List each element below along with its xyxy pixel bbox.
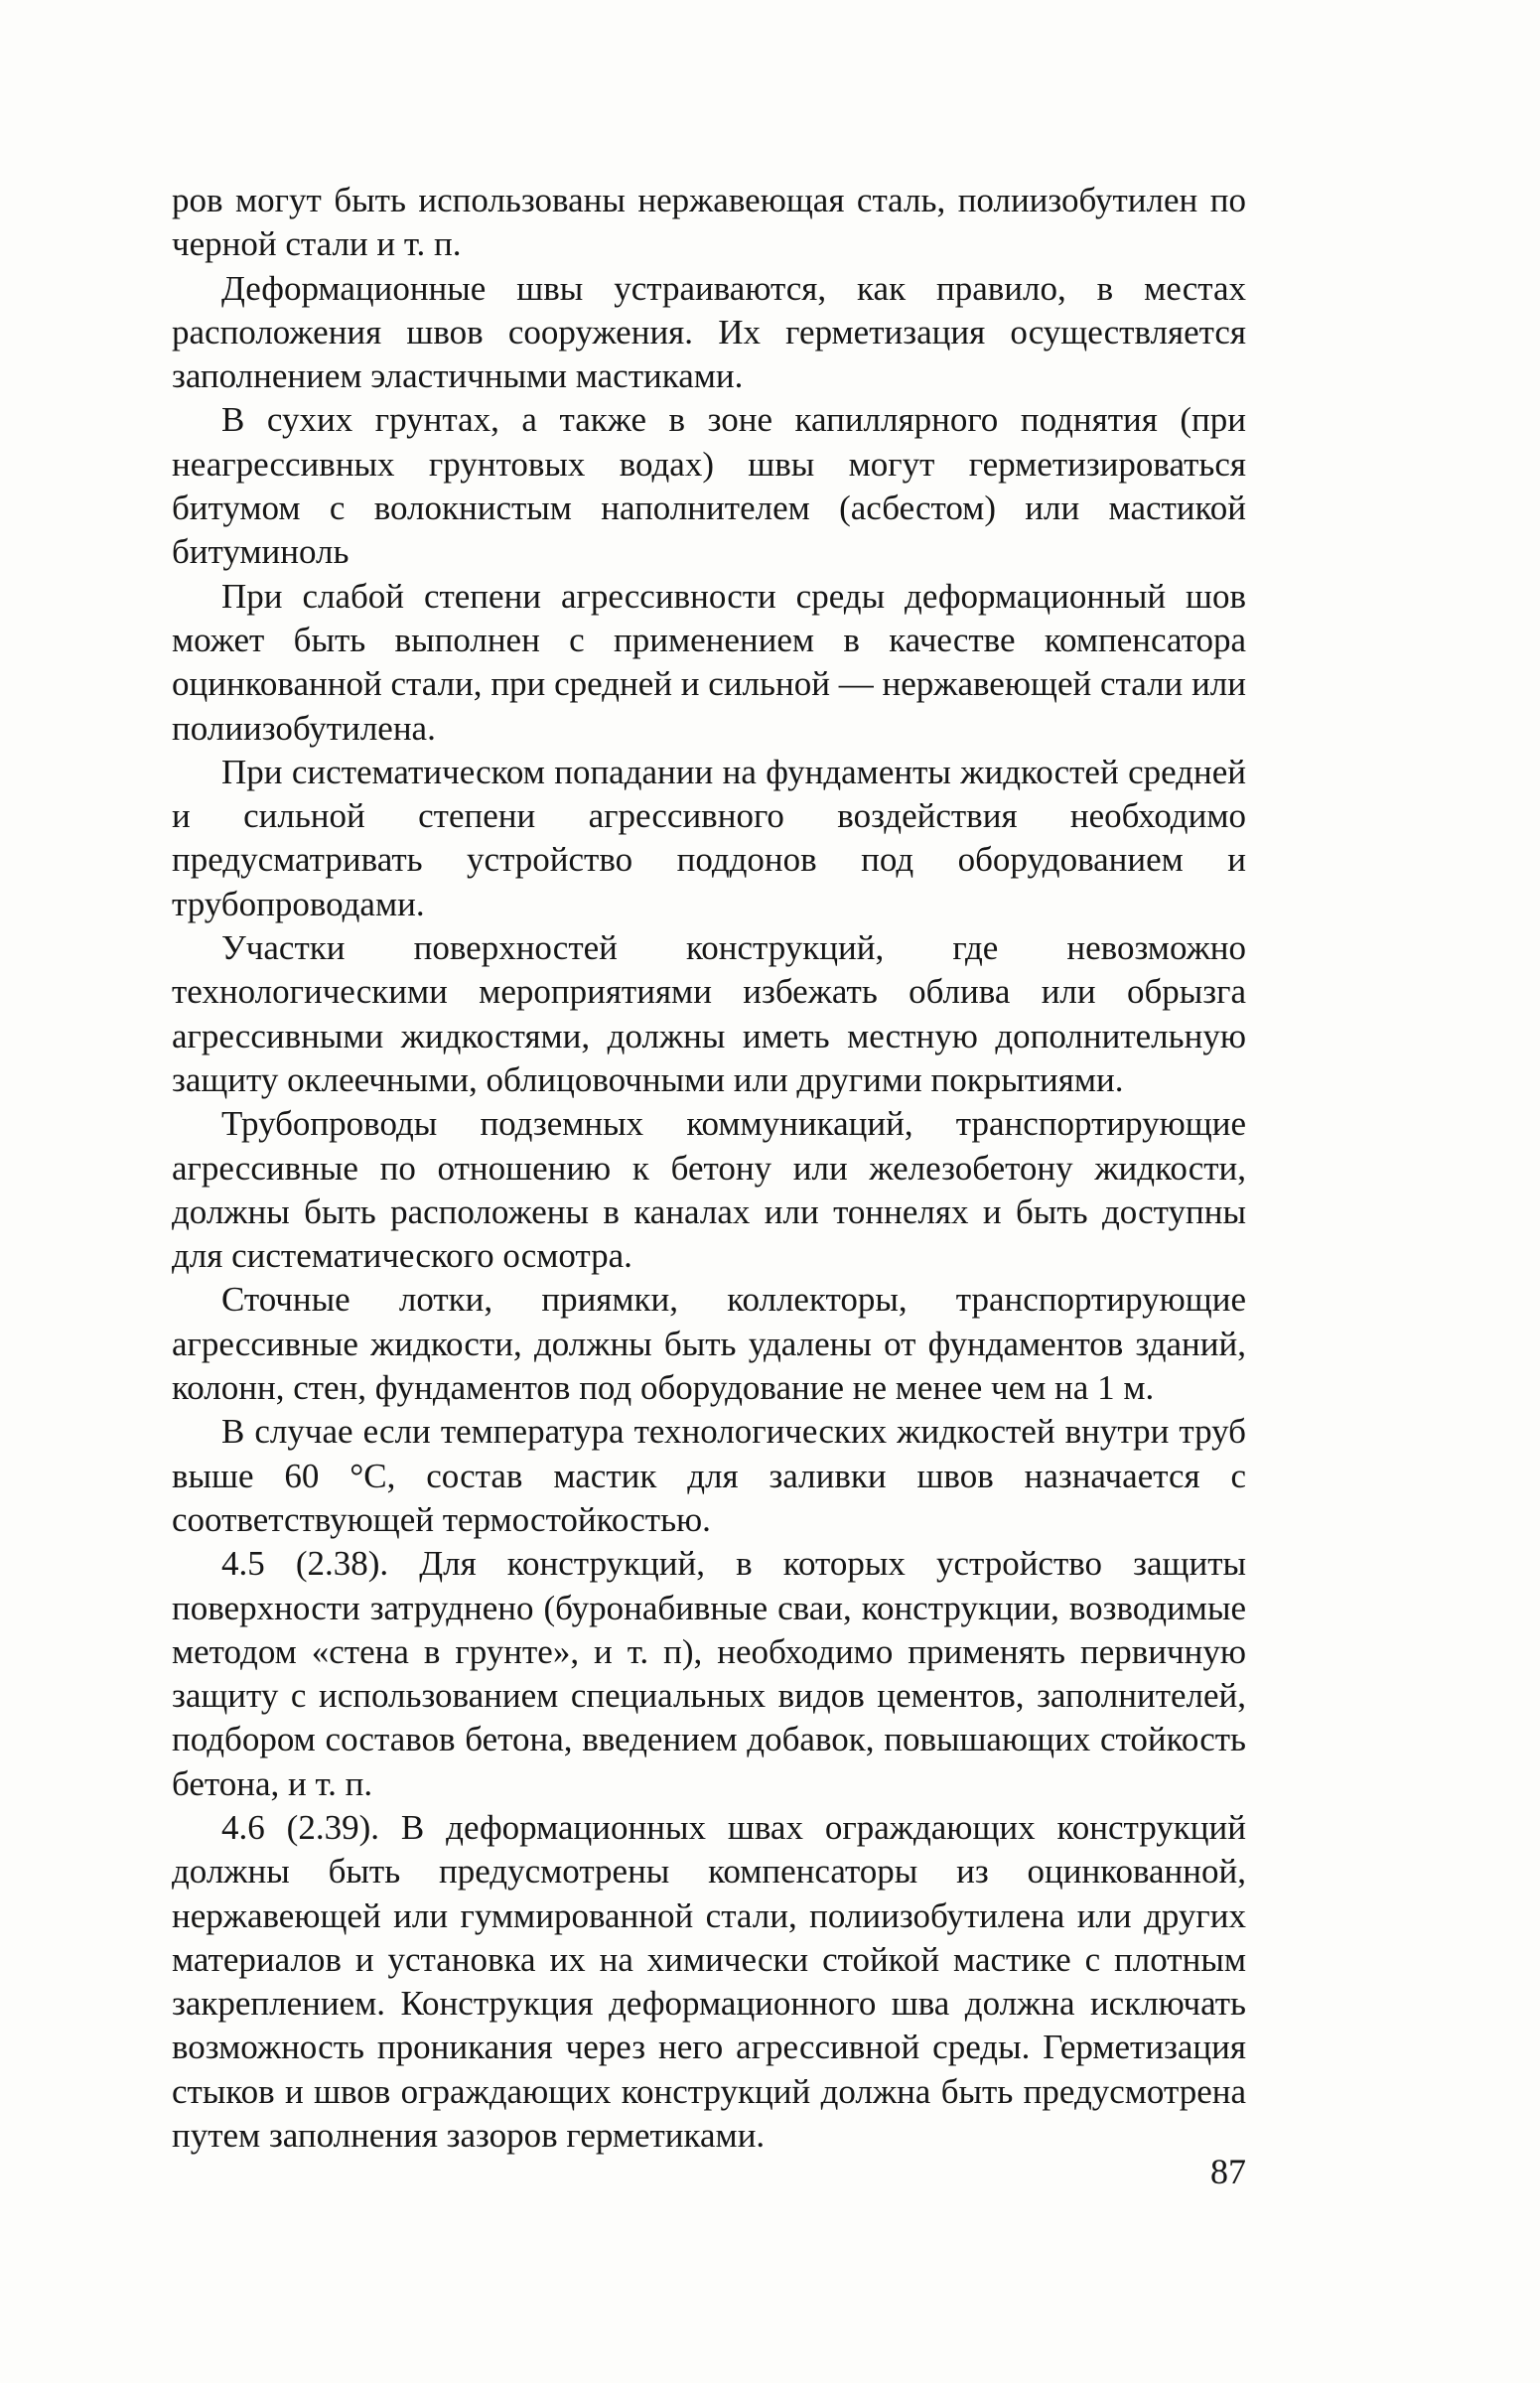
paragraph: 4.5 (2.38). Для конструкций, в которых устройство защиты поверхности затруднено (буронабивные сваи, конструкции, возводимые методом «стена в грунте», и т. п), необходимо применять первичную защиту с использованием специальных видов цементов, заполнителей, подбором составов бетона, введением добавок, повышающих стойкость бетона, и т. п. [172,1544,1246,1803]
paragraph: В случае если температура технологических жидкостей внутри труб выше 60 °С, состав мастик для заливки швов назначается с соответствующей термостойкостью. [172,1412,1246,1539]
paragraph: Деформационные швы устраиваются, как правило, в местах расположения швов сооружения. Их герметизация осуществляется заполнением эластичными мастиками. [172,268,1246,396]
paragraph: Сточные лотки, приямки, коллекторы, транспортирующие агрессивные жидкости, должны быть удалены от фундаментов зданий, колонн, стен, фундаментов под оборудование не менее чем на 1 м. [172,1280,1246,1408]
paragraph: При слабой степени агрессивности среды деформационный шов может быть выполнен с применением в качестве компенсатора оцинкованной стали, при средней и сильной — нержавеющей стали или полиизобутилена. [172,576,1246,748]
paragraph: Трубопроводы подземных коммуникаций, транспортирующие агрессивные по отношению к бетону или железобетону жидкости, должны быть расположены в каналах или тоннелях и быть доступны для систематического осмотра. [172,1104,1246,1276]
paragraph: В сухих грунтах, а также в зоне капиллярного поднятия (при неагрессивных грунтовых водах) швы могут герметизироваться битумом с волокнистым наполнителем (асбестом) или мастикой битуминоль [172,400,1246,572]
paragraph: Участки поверхностей конструкций, где невозможно технологическими мероприятиями избежать облива или обрызга агрессивными жидкостями, должны иметь местную дополнительную защиту оклеечными, облицовочными или другими покрытиями. [172,928,1246,1099]
body-text [172,179,1246,2158]
paragraph: 4.6 (2.39). В деформационных швах ограждающих конструкций должны быть предусмотрены компенсаторы из оцинкованной, нержавеющей или гуммированной стали, полиизобутилена или других материалов и установка их на химически стойкой мастике с плотным закреплением. Конструкция деформационного шва должна исключать возможность проникания через него агрессивной среды. Герметизация стыков и швов ограждающих конструкций должна быть предусмотрена путем заполнения зазоров герметиками. [172,1807,1246,2156]
paragraph: При систематическом попадании на фундаменты жидкостей средней и сильной степени агрессивного воздействия необходимо предусматривать устройство поддонов под оборудованием и трубопроводами. [172,752,1246,923]
paragraph: ров могут быть использованы нержавеющая сталь, полиизобутилен по черной стали и т. п. [172,181,1246,264]
page-number: 87 [1210,2152,1246,2191]
